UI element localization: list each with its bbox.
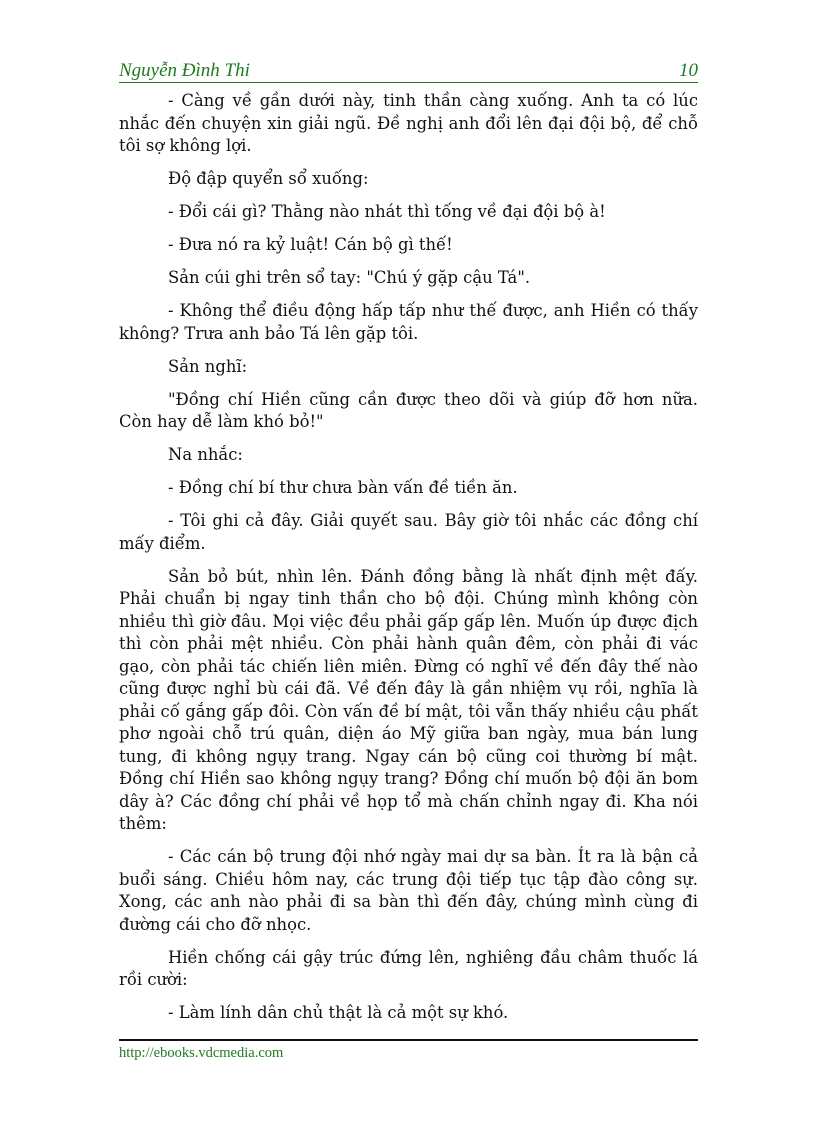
paragraph: - Càng về gần dưới này, tinh thần càng xuống. Anh ta có lúc nhắc đến chuyện xin giải ngũ. Đề nghị anh đổi lên đại đội bộ, để chỗ tôi sợ không lợi. — [119, 91, 698, 155]
paragraph: - Không thể điều động hấp tấp như thế được, anh Hiền có thấy không? Trưa anh bảo Tá lên gặp tôi. — [119, 301, 698, 343]
page-number: 10 — [679, 60, 698, 81]
paragraph: "Đồng chí Hiền cũng cần được theo dõi và giúp đỡ hơn nữa. Còn hay dễ làm khó bỏ!" — [119, 389, 698, 431]
paragraph: - Đồng chí bí thư chưa bàn vấn đề tiền ăn. — [168, 478, 518, 497]
paragraph: - Làm lính dân chủ thật là cả một sự khó. — [168, 1003, 509, 1022]
paragraph: Na nhắc: — [168, 445, 243, 464]
footer-link[interactable]: http://ebooks.vdcmedia.com — [119, 1045, 284, 1061]
paragraph: - Đưa nó ra kỷ luật! Cán bộ gì thế! — [168, 235, 453, 254]
header-author: Nguyễn Đình Thi — [119, 60, 250, 81]
paragraph: Độ đập quyển sổ xuống: — [168, 169, 369, 188]
footer-divider — [119, 1039, 698, 1041]
paragraph: Hiền chống cái gậy trúc đứng lên, nghiêng đầu châm thuốc lá rồi cười: — [119, 947, 698, 989]
paragraph: - Tôi ghi cả đây. Giải quyết sau. Bây giờ tôi nhắc các đồng chí mấy điểm. — [119, 511, 698, 553]
page-content — [119, 90, 698, 1035]
page-header — [119, 58, 698, 83]
paragraph: - Đổi cái gì? Thằng nào nhát thì tống về đại đội bộ à! — [168, 202, 606, 221]
paragraph: Sản nghĩ: — [168, 356, 248, 376]
paragraph: Sản cúi ghi trên sổ tay: "Chú ý gặp cậu Tá". — [168, 268, 531, 287]
paragraph: - Các cán bộ trung đội nhớ ngày mai dự sa bàn. Ít ra là bận cả buổi sáng. Chiều hôm nay, các trung đội tiếp tục tập đào công sự. Xong, các anh nào phải đi sa bàn thì đến đây, chúng mình cùng đi đường cái cho đỡ nhọc. — [119, 847, 698, 934]
paragraph: Sản bỏ bút, nhìn lên. Đánh đồng bằng là nhất định mệt đấy. Phải chuẩn bị ngay tinh thần cho bộ đội. Chúng mình không còn nhiều thì giờ đâu. Mọi việc đều phải gấp gấp lên. Muốn úp được địch thì còn phải mệt nhiều. Còn phải hành quân đêm, còn phải đi vác gạo, còn phải tác chiến liên miên. Đừng có nghĩ về đến đây thế nào cũng được nghỉ bù cái đã. Về đến đây là gần nhiệm vụ rồi, nghĩa là phải cố gắng gấp đôi. Còn vấn đề bí mật, tôi vẫn thấy nhiều cậu phất phơ ngoài chỗ trú quân, diện áo Mỹ giữa ban ngày, mua bán lung tung, đi không ngụy trang. Ngay cán bộ cũng coi thường bí mật. Đồng chí Hiền sao không ngụy trang? Đồng chí muốn bộ đội ăn bom dây à? Các đồng chí phải về họp tổ mà chấn chỉnh ngay đi. Kha nói thêm: — [119, 566, 698, 833]
